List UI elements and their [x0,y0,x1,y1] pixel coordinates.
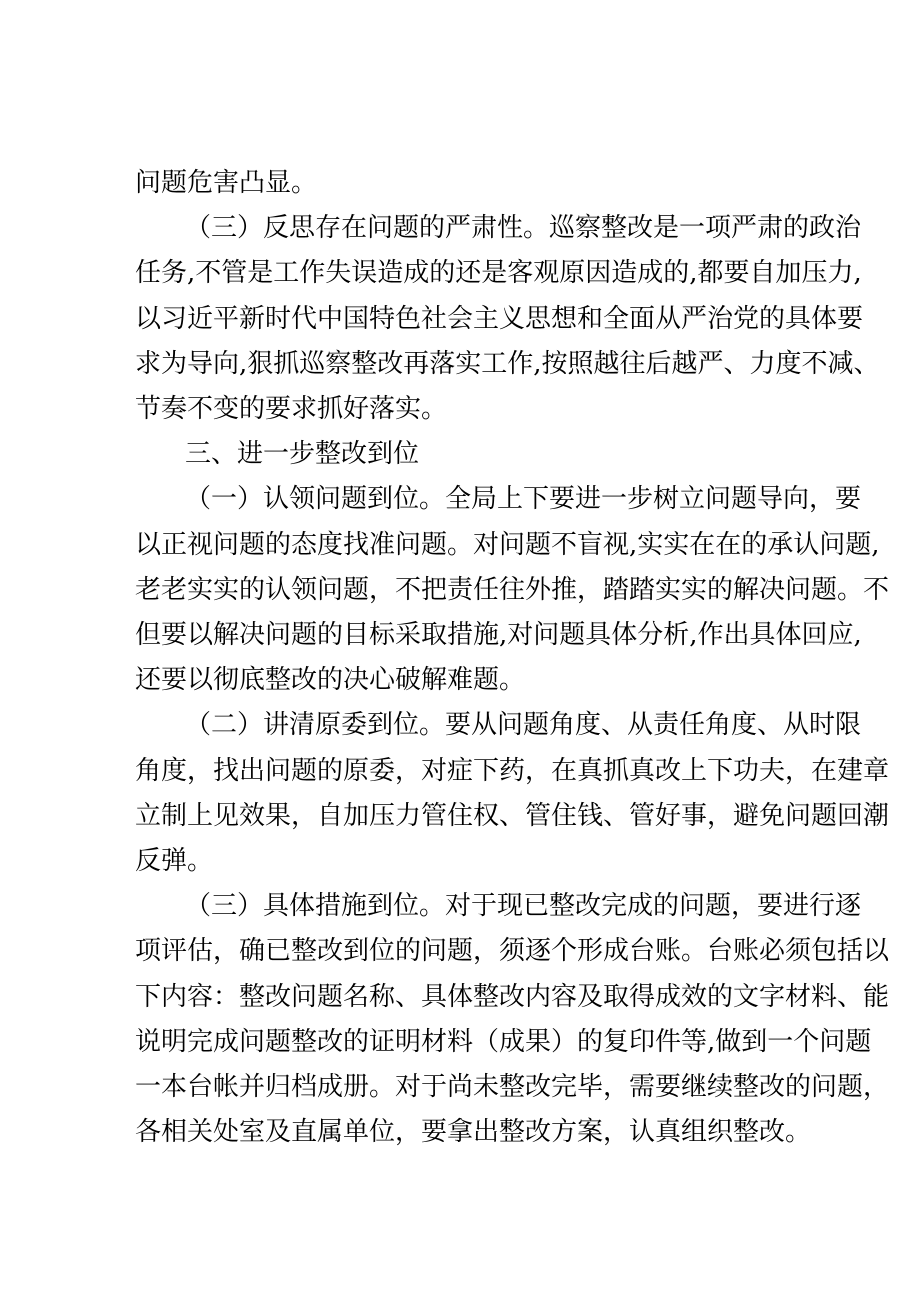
text-line-8: （一）认领问题到位。全局上下要进一步树立问题导向，要 [185,484,862,514]
text-line-16: 反弹。 [135,846,214,876]
text-line-15: 立制上见效果，自加压力管住权、管住钱、管好事，避免问题回潮 [135,801,890,831]
text-line-12: 还要以彻底整改的决心破解难题。 [135,665,526,695]
text-line-20: 说明完成问题整改的证明材料（成果）的复印件等,做到一个问题 [135,1027,872,1057]
text-line-2: （三）反思存在问题的严肃性。巡察整改是一项严肃的政治 [185,213,862,243]
text-line-6: 节奏不变的要求抓好落实。 [135,394,448,424]
text-line-13: （二）讲清原委到位。要从问题角度、从责任角度、从时限 [185,710,862,740]
text-line-19: 下内容：整改问题名称、具体整改内容及取得成效的文字材料、能 [135,982,890,1012]
text-line-14: 角度，找出问题的原委，对症下药，在真抓真改上下功夫，在建章 [135,756,890,786]
text-line-3: 任务,不管是工作失误造成的还是客观原因造成的,都要自加压力, [135,258,862,288]
text-line-1: 问题危害凸显。 [135,168,318,198]
text-line-10: 老老实实的认领问题，不把责任往外推，踏踏实实的解决问题。不 [135,575,890,605]
text-line-9: 以正视问题的态度找准问题。对问题不盲视,实实在在的承认问题, [135,530,880,560]
text-line-22: 各相关处室及直属单位，要拿出整改方案，认真组织整改。 [135,1117,812,1147]
text-line-17: （三）具体措施到位。对于现已整改完成的问题，要进行逐 [185,891,862,921]
text-line-11: 但要以解决问题的目标采取措施,对问题具体分析,作出具体回应, [135,620,862,650]
text-line-18: 项评估，确已整改到位的问题，须逐个形成台账。台账必须包括以 [135,936,890,966]
text-line-5: 求为导向,狠抓巡察整改再落实工作,按照越往后越严、力度不减、 [135,349,880,379]
text-line-4: 以习近平新时代中国特色社会主义思想和全面从严治党的具体要 [135,304,864,334]
text-line-21: 一本台帐并归档成册。对于尚未整改完毕，需要继续整改的问题， [135,1072,890,1102]
section-heading: 三、进一步整改到位 [185,439,420,469]
